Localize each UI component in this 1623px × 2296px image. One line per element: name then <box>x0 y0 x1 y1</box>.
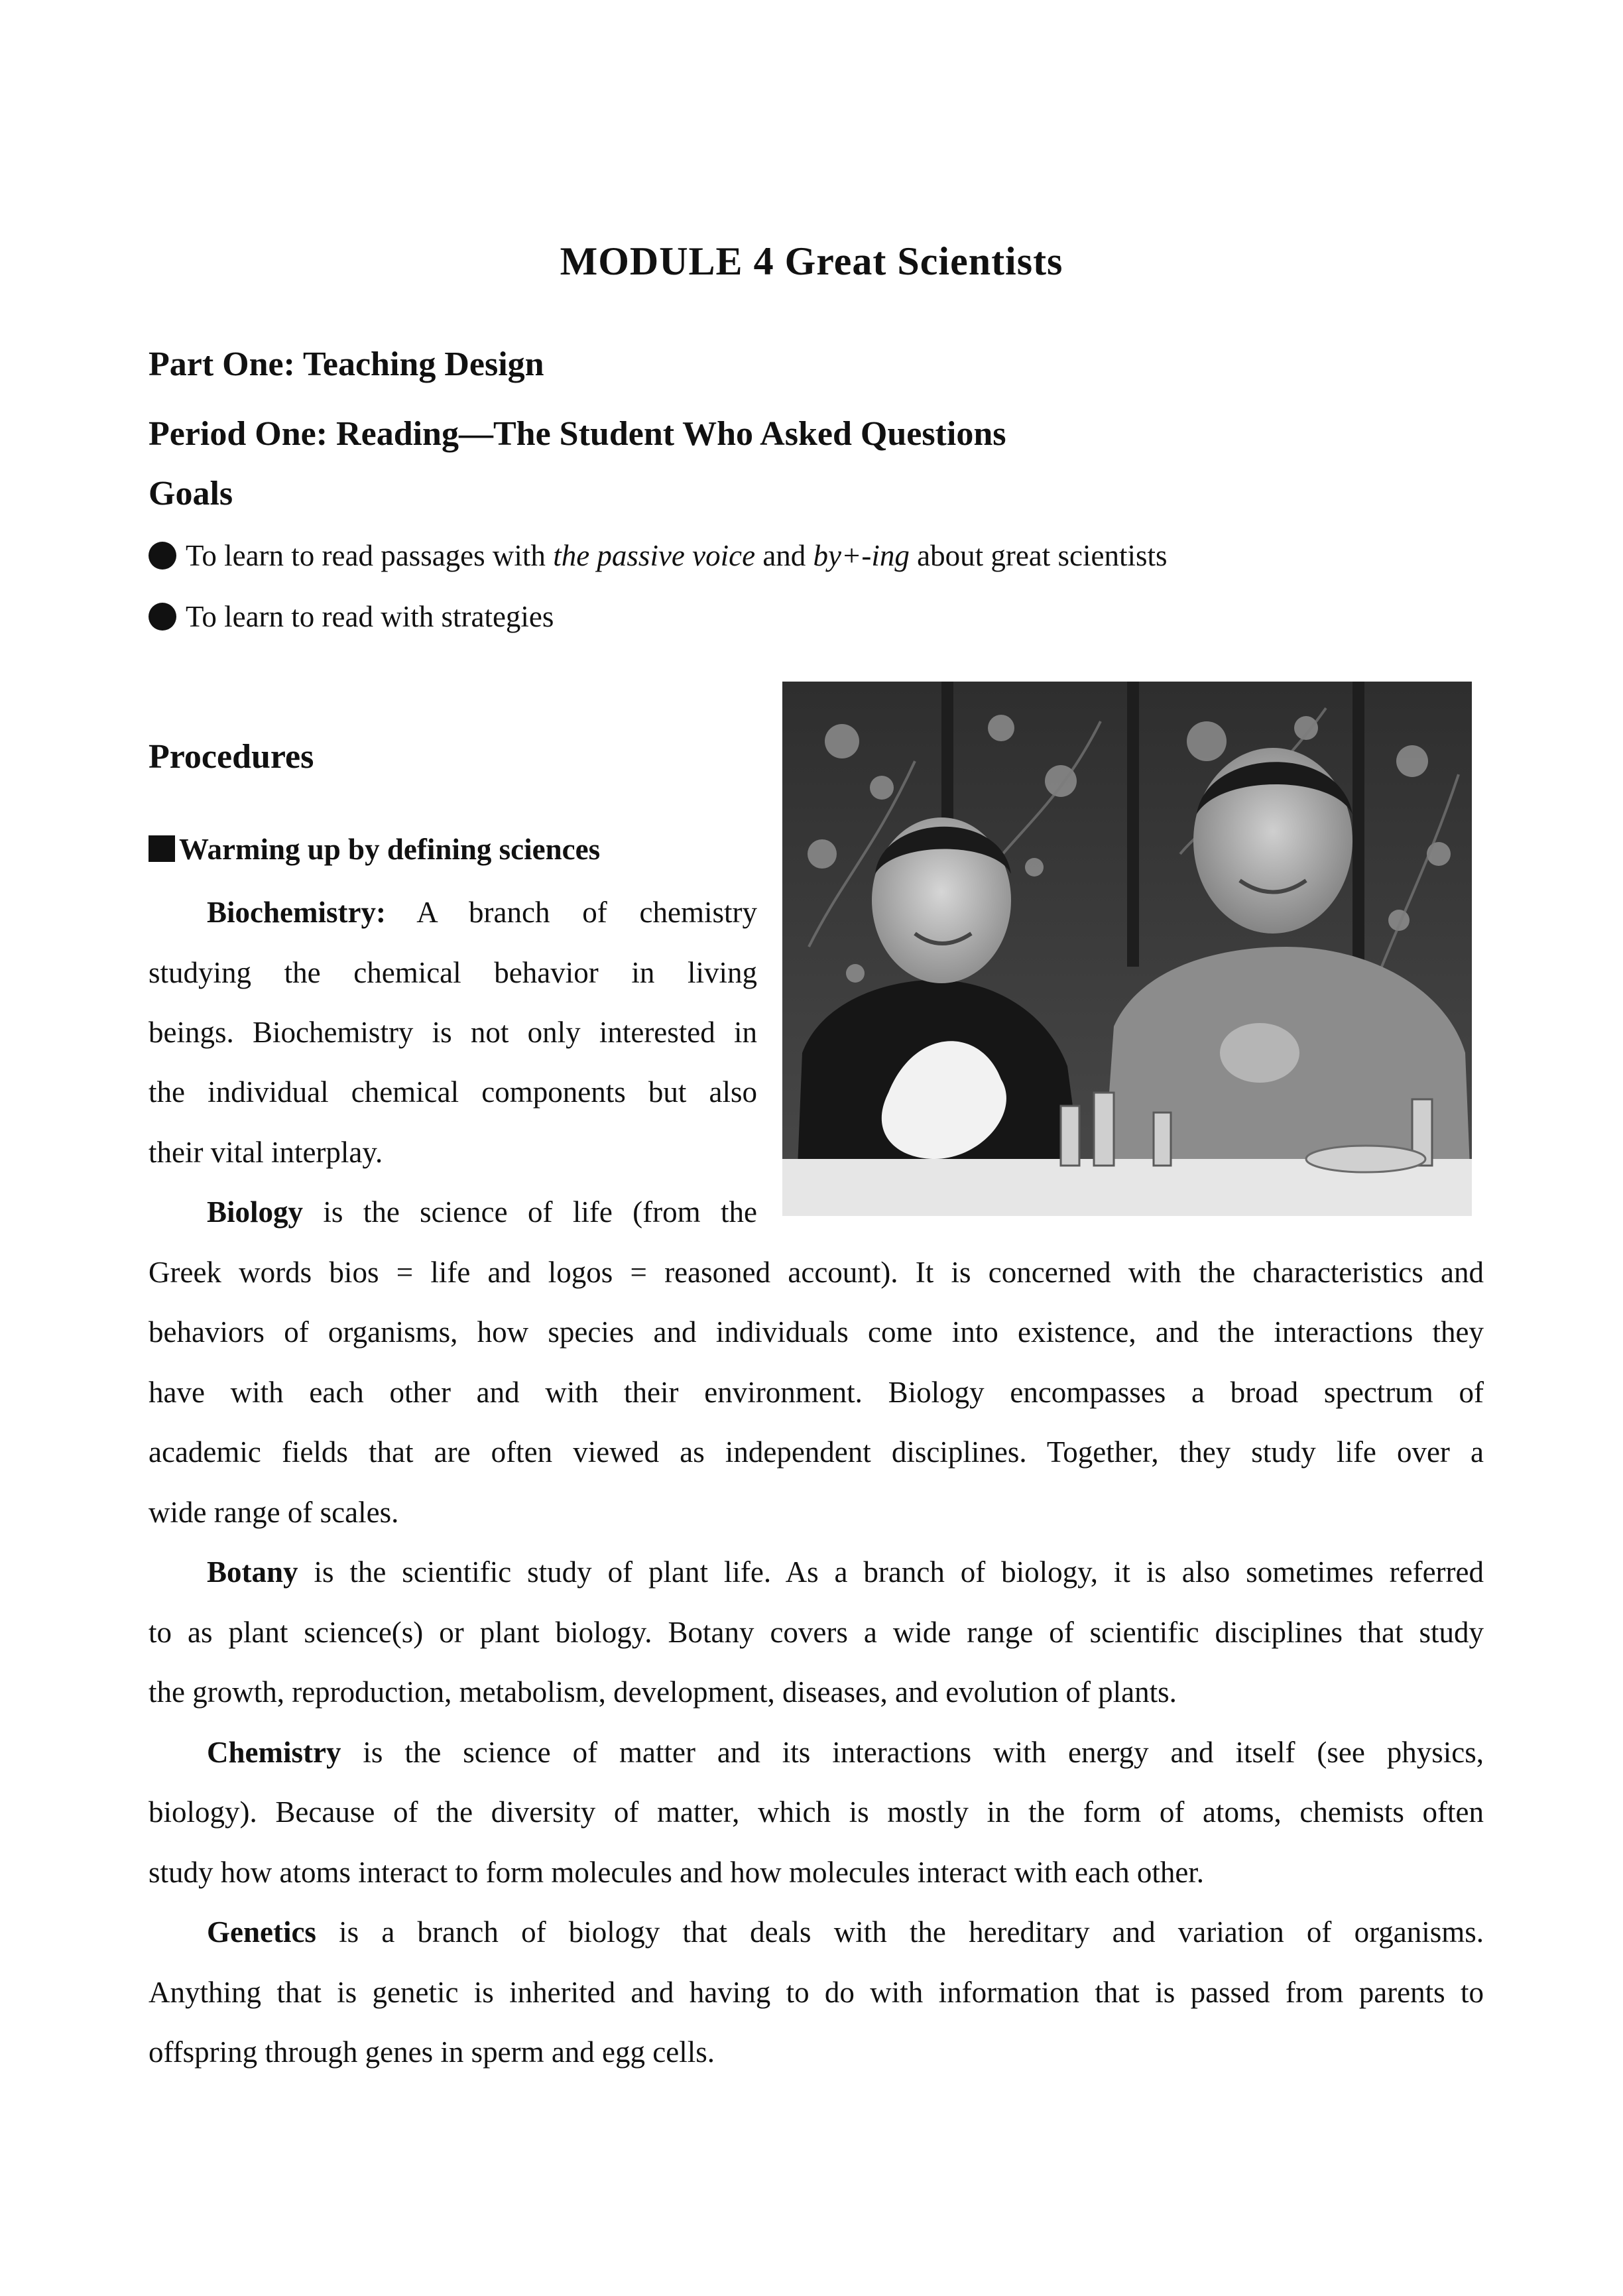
genetics-line-3: offspring through genes in sperm and egg cells. <box>149 2035 715 2069</box>
biology-term: Biology <box>207 1195 304 1229</box>
goal-2-text: To learn to read with strategies <box>186 600 554 633</box>
goal-1-em-by-ing: by+-ing <box>813 539 910 572</box>
biochemistry-line-1 <box>149 892 757 932</box>
chemistry-line-3: study how atoms interact to form molecules and how molecules interact with each other. <box>149 1856 1205 1889</box>
genetics-term: Genetics <box>207 1915 316 1949</box>
biology-line-2: Greek words bios = life and logos = reasoned account). It is concerned with the characteristics and <box>149 1256 1484 1289</box>
warming-up-text: Warming up by defining sciences <box>179 833 601 866</box>
part-heading: Part One: Teaching Design <box>149 345 544 383</box>
page-title: MODULE 4 Great Scientists <box>560 239 1063 283</box>
botany-line-3: the growth, reproduction, metabolism, development, diseases, and evolution of plants. <box>149 1675 1177 1709</box>
chemistry-line-1 <box>149 1732 1484 1772</box>
biochemistry-line-4: the individual chemical components but also <box>149 1075 757 1109</box>
warming-up-heading <box>149 832 600 867</box>
square-bullet-icon <box>149 835 175 862</box>
botany-text-1: is the scientific study of plant life. As a branch of biology, it is also sometimes referred <box>298 1555 1484 1589</box>
goal-item-2 <box>149 599 554 634</box>
biochemistry-line-2: studying the chemical behavior in living <box>149 956 757 989</box>
goals-heading: Goals <box>149 475 233 513</box>
biology-line-1 <box>149 1192 757 1232</box>
scientists-photo <box>782 682 1472 1216</box>
biology-text-1: is the science of life (from the <box>303 1195 757 1229</box>
genetics-line-1 <box>149 1912 1484 1952</box>
biology-line-3: behaviors of organisms, how species and individuals come into existence, and the interactions they <box>149 1315 1484 1349</box>
goal-1-pre: To learn to read passages with <box>186 539 554 572</box>
genetics-text-1: is a branch of biology that deals with the hereditary and variation of organisms. <box>316 1915 1484 1949</box>
botany-line-2: to as plant science(s) or plant biology. Botany covers a wide range of scientific disciplines that study <box>149 1616 1484 1649</box>
bullet-icon <box>149 542 176 570</box>
procedures-heading: Procedures <box>149 738 314 776</box>
goal-1-em-passive: the passive voice <box>553 539 756 572</box>
genetics-line-2: Anything that is genetic is inherited and having to do with information that is passed from parents to <box>149 1976 1484 2009</box>
botany-line-1 <box>149 1552 1484 1592</box>
chemistry-line-2: biology). Because of the diversity of matter, which is mostly in the form of atoms, chemists often <box>149 1795 1484 1829</box>
period-heading: Period One: Reading—The Student Who Asked Questions <box>149 415 1006 453</box>
goal-1-mid: and <box>755 539 813 572</box>
chemistry-term: Chemistry <box>207 1736 341 1769</box>
chemistry-text-1: is the science of matter and its interactions with energy and itself (see physics, <box>341 1736 1484 1769</box>
goal-1-post: about great scientists <box>909 539 1168 572</box>
bullet-icon <box>149 603 176 631</box>
biochemistry-text-1: A branch of chemistry <box>385 896 757 929</box>
biology-line-5: academic fields that are often viewed as independent disciplines. Together, they study life over a <box>149 1435 1484 1469</box>
botany-term: Botany <box>207 1555 298 1589</box>
biology-line-6: wide range of scales. <box>149 1496 399 1529</box>
biochemistry-line-3: beings. Biochemistry is not only interested in <box>149 1016 757 1049</box>
biology-line-4: have with each other and with their environment. Biology encompasses a broad spectrum of <box>149 1376 1484 1409</box>
goal-item-1 <box>149 538 1168 573</box>
biochemistry-line-5: their vital interplay. <box>149 1136 383 1169</box>
biochemistry-term: Biochemistry: <box>207 896 386 929</box>
